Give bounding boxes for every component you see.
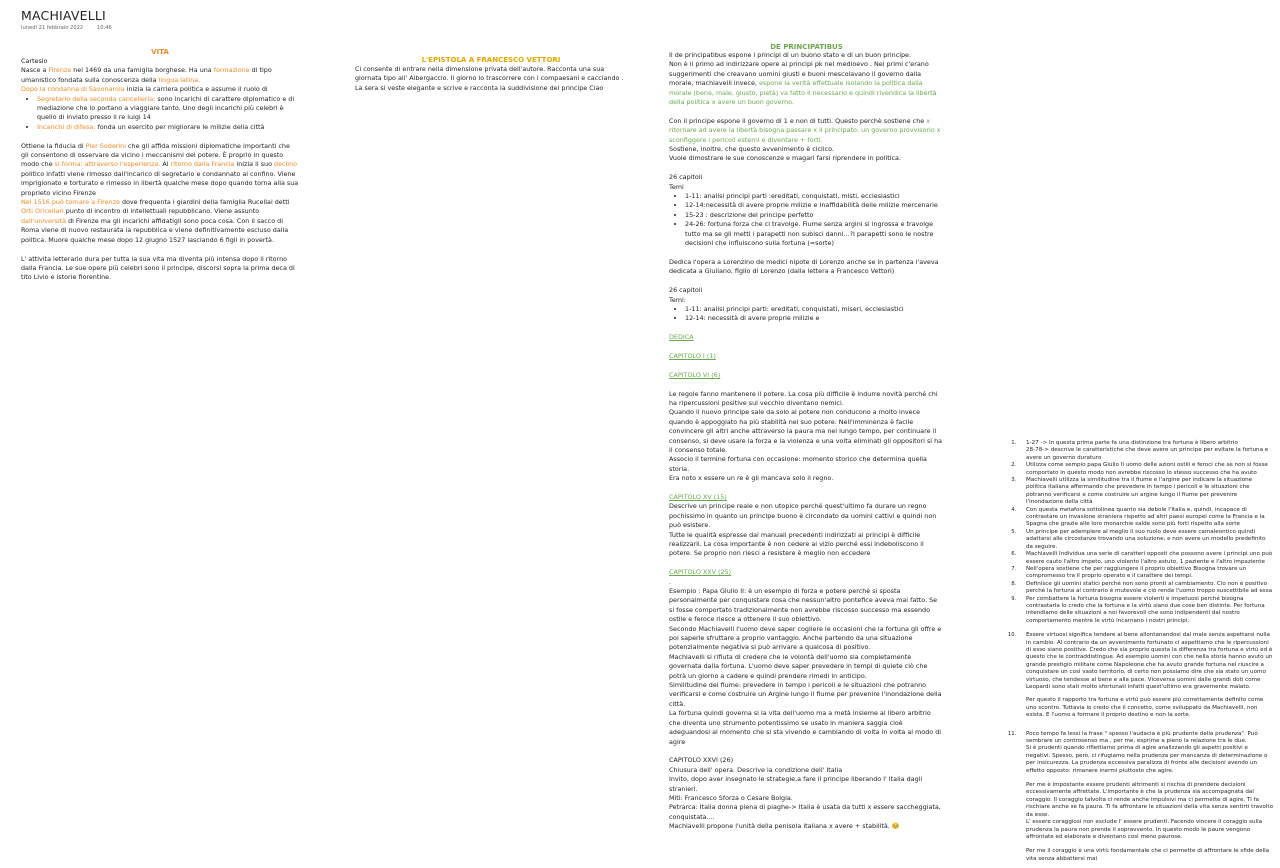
paragraph: Dedica l'opera a Lorenzino de medici nipote di Lorenzo anche se in partenza l'aveva dedicata a Giuliano, figlio di Lorenzo (dalla lettera a Francesco Vettori) bbox=[669, 257, 939, 276]
paragraph: Temi: bbox=[669, 295, 686, 304]
paragraph: Chiusura dell' opera. Descrive la condizione dell' Italia bbox=[669, 765, 843, 774]
page-title: MACHIAVELLI bbox=[21, 8, 106, 23]
link-capitolo-15[interactable]: CAPITOLO XV (15) bbox=[669, 492, 727, 501]
vita-line: Cartesio bbox=[21, 57, 48, 65]
vita-line: Nasce a Firenze nel 1469 da una famiglia borghese. Ha una formazione di tipo bbox=[21, 66, 272, 75]
paragraph: La fortuna quindi governa si la vita dell'uomo ma a metà insieme al libero arbitrio che diventa uno strumento potentissimo se usato in maniera saggia cioè adeguandosi al momento che si sta vivendo e cambiando di volta in volta al modo di agire bbox=[669, 709, 942, 746]
epistola-heading: L'EPISTOLA A FRANCESCO VETTORI bbox=[421, 56, 561, 64]
list-item: • 24-26: fortuna forza che ci travolge. Fiume senza argini si ingrossa e travolge tutto ma se gli metti i parapetti non subisci danni...?I parapetti sono le nostre decisioni che influiscono sulla fortuna (=sorte) bbox=[685, 220, 944, 248]
vita-line: umanistico fondata sulla conoscenza della lingua latina. bbox=[21, 75, 201, 84]
vita-paragraph: Ottiene la fiducia di Pier Soderini che gli affida missioni diplomatiche importanti che gli consentono di osservare da vicino i meccanismi del potere. È proprio in questo modo che si forma: attraverso l'esperienza. Al ritorno dalla Francia inizia il suo declino politico infatti viene rimosso dall'incarico di segretario e condannato al confino. Viene imprigionato e torturato e rimesso in libertà qualche mese dopo quando torna alla sua proprieto vicino Firenze bbox=[21, 141, 299, 197]
principatibus-heading: DE PRINCIPATIBUS bbox=[770, 43, 843, 51]
list-item: 5. Un principe per adempiere al meglio il suo ruolo deve essere camaleontico quindi adattarsi alle circostanze trovando una soluzione, e non avere un modello predefinito da seguire. bbox=[1018, 529, 1274, 551]
list-item: 7. Nell'opera sostiene che per raggiungere il proprio obiettivo Bisogna trovare un compromesso tra il proprio operato e il carattere dei tempi. bbox=[1018, 566, 1274, 581]
paragraph: Era noto x essere un re è gli mancava solo il regno. bbox=[669, 474, 834, 483]
paragraph: Il de principatibus espone i principi di un buono stato e di un buon principe. bbox=[669, 51, 912, 59]
list-item bbox=[1018, 632, 1274, 719]
link-capitolo-6[interactable]: CAPITOLO VI (6) bbox=[669, 370, 721, 379]
paragraph: Sostiene, inoltre, che questo avvenimento è ciclico. bbox=[669, 145, 834, 154]
vita-paragraph: L' attivita letterario dura per tutta la sua vita ma diventa più intensa dopo il ritorno dalla Francia. Le sue opere più celebri sono il principe, discorsi sopra la prima deca di tito Livio e istorie fiorentine. bbox=[21, 254, 295, 282]
page-date: lunedì 21 febbraio 2022 bbox=[21, 25, 84, 31]
paragraph: Tutte le qualità espresse dai manuali precedenti indirizzati ai principi è difficile realizzarli. La cosa importante è non cedere al vizio perché essi indeboliscono il potere. Se proprio non riesci a resistere è meglio non eccedere bbox=[669, 530, 924, 558]
paragraph: Associo il termine fortuna con occasione: momento storico che determina quella storia. bbox=[669, 455, 927, 473]
paragraph: Vuole dimostrare le sue conoscenze e magari farsi riprendere in politica. bbox=[669, 154, 901, 163]
vita-heading: VITA bbox=[151, 48, 169, 56]
paragraph: Non è il primo ad indirizzare opere ai principi pk nel medioevo . Nei primi c'erano suggerimenti che creavano uomini giusti e buoni mescolavano il governo dalla morale, machiavelli invece, espone la verità effettuale isolando la politica dalla morale (bene, male, giusto, pietà) va fatto il necessario e quindi rivendica la libertà della politica x avere un buon governo. bbox=[669, 60, 937, 107]
item-paragraph: 10. Essere virtuosi significa tendere al bene allontanandosi dal male senza aspettarsi nulla in cambio. Al contrario da un avvenimento fortunato ci aspettiamo che le ripercussioni di esso siano positive. Credo che sia proprio questa la differenza tra fortuna e virtù ed è questo che le contraddistingue. Ad esempio uomini con che nella storia hanno avuto un grande prestigio militare come Napoleone che ha avuto grande fortuna nel riuscire a conquistare un così vasto territorio, di certo non possiamo dire che sia stato un uomo virtuoso, che tendesse al bene e alla pace. Viceversa uomini dalle grandi doti come Leopardi sono stati molto sfortunati infatti quest'ultimo era gravemente malato. bbox=[1026, 632, 1273, 690]
paragraph: 26 capitoli bbox=[669, 173, 703, 182]
vita-block[interactable] bbox=[21, 48, 299, 283]
list-item: • Segretario della seconda cancelleria: sono incarichi di carattere diplomatico e di mediazione che lo portano a viaggiare tanto. Uno degli incarichi più celebri è quello di inviato presso il re luigi 14 bbox=[37, 95, 299, 123]
link-dedica[interactable]: DEDICA bbox=[669, 333, 694, 342]
list-item: • Incarichi di difesa: fonda un esercito per migliorare le milizie della città bbox=[37, 123, 299, 132]
list-item bbox=[1018, 731, 1274, 864]
pleading-face-icon: 🥺 bbox=[891, 822, 900, 831]
paragraph: Machiavelli propone l'unità della penisola italiana x avere + stabilità. 🥺 bbox=[669, 822, 900, 831]
vita-paragraph: Nel 1516 può tornare a Firenze dove frequenta i giardini della famiglia Rucellai detti Orti Oricellari punto di incontro di intellettuali repubblicano. Viene assunto dall'università di Firenze ma gli incarichi affidatigli sono poca cosa. Con il sacco di Roma viene di nuovo restaurata la repubblica e viene definitivamente escluso dalla politica. Muore qualche mese dopo 12 giugno 1527 lasciando 6 figli in povertà. bbox=[21, 198, 290, 244]
paragraph: 26 capitoli bbox=[669, 286, 703, 295]
temi-list bbox=[685, 192, 944, 248]
epistola-text: Ci consente di entrare nella dimensione privata dell'autore. Racconta una sua giornata tipo all' Albergaccio. Il giorno lo trascorrere con i compaesani e cacciando . La sera si veste elegante e scrive e racconta la suddivisione del principe Ciao bbox=[355, 65, 624, 92]
principatibus-block[interactable] bbox=[669, 43, 944, 832]
paragraph: Temi bbox=[669, 182, 684, 191]
list-item: 1. 1-27 -> In questa prima parte fa una distinzione tra fortuna è libero arbitrio 28-78-> descrive le caratteristiche che deve avere un principe per evitare la fortuna e avere un governo duraturo bbox=[1018, 440, 1274, 462]
link-capitolo-1[interactable]: CAPITOLO I (1) bbox=[669, 351, 716, 360]
page-time: 10:46 bbox=[96, 25, 112, 31]
item-paragraph: Per me è impostante essere prudenti altrimenti si rischia di prendere decisioni eccessivamente affrettate. L'importante è che la prudenza sia accompagnata dal coraggio. Il coraggio talvolta ci rende anche impulsivi ma ci permette di agire. Ti fa rischiare anche se fa paura. Ti fa affrontare le situazioni della vita senza sentirti travolto da esse. L' essere coraggiosi non esclude l' essere prudenti. Facendo vincere il coraggio sulla prudenza la paura non prende il sopravvento. In questo modo le paure vengono affrontate ed elaborate e diventano così meno paurose. bbox=[1026, 782, 1274, 840]
paragraph: Quando il nuovo principe sale da solo al potere non conducono a molto invece quando è appoggiato ha più stabilità nel suo potere. Nell'imminenza è facile convincere gli altri anche attraverso la paura ma nel lungo tempo, per continuare il consenso, si deve usare la forza e la violenza e una volta eliminati gli oppositori si ha il consenso totale. bbox=[669, 408, 943, 454]
paragraph: Descrive un principe reale e non utopico perché quest'ultimo fa durare un regno pochissimo in quanto un principe buono è circondato da uomini cattivi e quindi non può esistere. bbox=[669, 502, 937, 530]
item-paragraph: Per me il coraggio è una virtù fondamentale che ci permette di affrontare le sfide della vita senza abbattersi mai bbox=[1026, 848, 1270, 862]
paragraph: Le regole fanno mantenere il potere. La cosa più difficile è indurre novità perché chi ha ripercussioni positive sul vecchio diventano nemici. bbox=[669, 389, 938, 407]
list-item: • 12-14: necessità di avere proprie milizie e bbox=[685, 314, 944, 323]
fortuna-list bbox=[1018, 440, 1274, 863]
list-item: • 1-11: analisi principi parti: ereditati, conquistati, miseri, ecclesiastici bbox=[685, 305, 944, 314]
link-capitolo-25[interactable]: CAPITOLO XXV (25) bbox=[669, 568, 732, 577]
vita-line: Dopo la condanna di Savonarola inizia la carriera politica e assume il ruolo di bbox=[21, 85, 268, 94]
item-paragraph: Per questo il rapporto tra fortuna e virtù può essere più correttamente definito come uno scontro. Tuttavia io credo che il concetto, come sviluppato da Machiavelli, non esista. E l'uomo a formare il proprio destino e non la sorte. bbox=[1026, 697, 1264, 719]
epistola-block[interactable] bbox=[355, 56, 627, 93]
paragraph: Esempio : Papa Giulio II: è un esempio di forza e potere perchè si sposta personalmente per conquistare cosa che nessun'altro pontefice aveva mai fatto. Se si fosse comportato tradizionalmente non avrebbe riscosso successo ma essendo ostile e feroce riesce a ottenere il suo obiettivo. bbox=[669, 587, 938, 624]
list-item: • 1-11: analisi principi parti :ereditati, conquistati, misti, ecclesiastici bbox=[685, 192, 944, 201]
paragraph: Similitudine del fiume: prevedere in tempo i pericoli e le situazioni che potranno verificarsi e come costruire un Argine lungo il fiume per prevenire l'inondazione della città. bbox=[669, 681, 942, 708]
item-paragraph: 11. Poco tempo fa lessi la frase " spesso l'audacia è più prudente della prudenza". Può sembrare un controsenso ma , per me, esprime a pieno la relazione tra le due. Si è prudenti quando riflettiamo prima di agire analizzando gli aspetti positivi e negativi. Spesso, però, ci rifugiamo nella prudenza per mancanza di determinazione o per insicurezza. La prudenza eccessiva paralizza di fronte alle decisioni avendo un effetto opposto: rimanere inermi piuttosto che agire. bbox=[1026, 730, 1268, 774]
list-item: • 15-23 : descrizione del principe perfetto bbox=[685, 211, 944, 220]
list-item: 6. Machiavelli Individua una serie di caratteri opposti che possono avere i principi uno può essere cauto l'altro impeto, uno violento l'altro astuto, 1 paziente e l'altro impaziente bbox=[1018, 551, 1274, 566]
list-item: 8. Definisce gli uomini statici perché non sono pronti al cambiamento. Cio non è positivo perché la fortuna al contrario è mutevole e ciò rende l'uomo troppo suscettibile ad essa bbox=[1018, 581, 1274, 596]
page-meta bbox=[21, 25, 112, 31]
vita-text bbox=[21, 57, 299, 283]
list-item: 2. Utilizza come sempio papa Giulio II uomo delle azioni ostili e feroci che se non si fosse comportato in questo modo non avrebbe riscosso lo stesso successo che ha avuto bbox=[1018, 462, 1274, 477]
list-item: 4. Con questa metafora sottolinea quanto sia debole l'Italia e, quindi, incapace di contrastare un invasione straniera rispetto ad altri paesi europei come la Francia e la Spagna che grazie alle loro monarchie salde sono più forti rispetto alla sorte bbox=[1018, 507, 1274, 529]
vita-bullets bbox=[37, 95, 299, 133]
list-item: 9. Per combattere la fortuna bisogna essere violenti e impetuosi perché bisogna contrastarla lo credo che la fortuna e la virtù siano due cose ben distinte. Per fortuna intendiamo delle situazioni a noi favorevoli che sono indipendenti dal nostro comportamento mentre le virtù incarnano i nostri principi. bbox=[1018, 596, 1274, 626]
list-item: • 12-14:necessità di avere proprie milizie e Inaffidabilità delle milizie mercenarie bbox=[685, 201, 944, 210]
list-item: 3. Machiavelli utilizza la similitudine tra il fiume e l'argine per indicare la situazione politica italiana affermando che prevedere in tempo i pericoli e le situazioni che potranno verificarsi e come costruire un argine lungo il fiume per prevenire l'inondazione della città bbox=[1018, 477, 1274, 507]
paragraph: Miti: Francesco Sforza o Cesare Bolgia. bbox=[669, 793, 793, 802]
paragraph: Machiavelli si rifiuta di credere che le volontà dell'uomo sia completamente governata dalla fortuna. L'uomo deve saper prevedere in tempi di quiete ciò che potrà un giorno a cadere e quindi prendere rimedi in anticipo. bbox=[669, 652, 928, 680]
fortuna-block[interactable] bbox=[1006, 440, 1274, 863]
principatibus-text bbox=[669, 51, 944, 832]
paragraph: Secondo Machiavelli l'uomo deve saper cogliere le occasioni che la fortuna gli offre e poi saperle sfruttare a proprio vantaggio. Anche partendo da una situazione potenzialmente negativa si può arrivare a qualcosa di positivo. bbox=[669, 624, 942, 652]
paragraph: CAPITOLO XXVI (26) bbox=[669, 756, 734, 765]
paragraph: . bbox=[669, 577, 672, 586]
paragraph: Invito, dopo aver insegnato le strategie,a fare il principe liberando l' Italia dagli stranieri. bbox=[669, 775, 923, 793]
paragraph: Petrarca: Italia donna piena di piaghe-> Italia è usata da tutti x essere saccheggiata, conquistata.... bbox=[669, 803, 941, 821]
paragraph: Con il principe espone il governo di 1 e non di tutti. Questo perchè sostiene che x ritornare ad avere la libertà bisogna passare x il principato: un governo provvisorio x sconfiggere i pericoli esterni e diventare + forti. bbox=[669, 116, 941, 144]
temi-list bbox=[685, 305, 944, 324]
